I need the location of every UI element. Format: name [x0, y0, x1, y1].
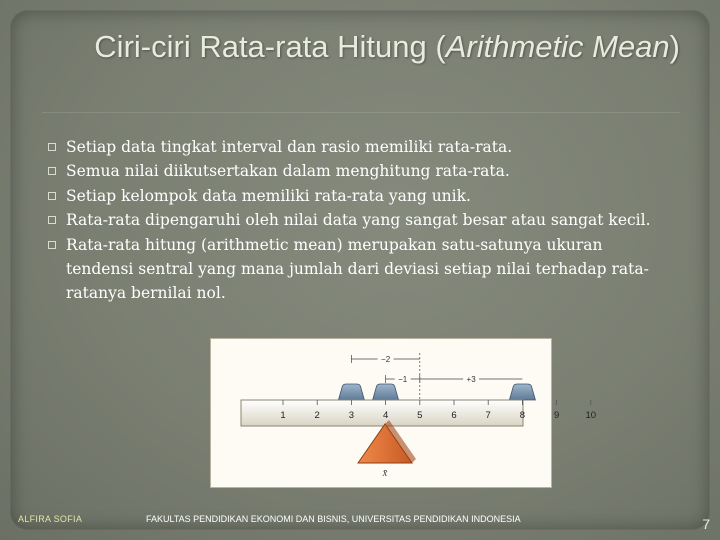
deviation-label: +3 — [466, 375, 476, 384]
page-number: 7 — [702, 516, 710, 532]
tick-label: 10 — [585, 410, 597, 421]
tick-label: 7 — [485, 410, 491, 421]
deviation-label: −1 — [398, 375, 408, 384]
seesaw-figure — [210, 338, 597, 488]
bullet-text: Setiap kelompok data memiliki rata-rata yang unik. — [66, 186, 471, 205]
weight-block — [373, 384, 399, 400]
tick-label: 8 — [519, 410, 526, 421]
bullet-text: Setiap data tingkat interval dan rasio memiliki rata-rata. — [66, 138, 513, 156]
title-main: Ciri-ciri Rata-rata Hitung ( — [94, 29, 446, 64]
deviation-label: −2 — [381, 355, 391, 364]
weights-group — [338, 384, 535, 400]
bullet-item — [48, 135, 668, 159]
slide-title — [60, 28, 680, 66]
title-close: ) — [669, 29, 680, 64]
bullet-list — [48, 135, 668, 306]
bullet-item — [48, 208, 668, 232]
footer-author: ALFIRA SOFIA — [18, 514, 83, 524]
bullet-box-icon — [48, 143, 56, 151]
bullet-box-icon — [48, 216, 56, 224]
bullet-box-icon — [48, 192, 56, 200]
tick-label: 2 — [314, 410, 320, 421]
bullet-text: Semua nilai diikutsertakan dalam menghitung rata-rata. — [66, 162, 510, 181]
tick-label: 5 — [417, 410, 423, 421]
weight-block — [509, 384, 535, 400]
tick-label: 4 — [382, 410, 389, 421]
bullet-item — [48, 184, 668, 208]
bullet-box-icon — [48, 241, 56, 249]
title-divider — [42, 112, 680, 113]
weight-block — [338, 384, 364, 400]
bullet-item — [48, 233, 668, 306]
tick-label: 1 — [280, 410, 286, 421]
bullet-text: Rata-rata dipengaruhi oleh nilai data yang sangat besar atau sangat kecil. — [66, 211, 651, 230]
bullet-item — [48, 159, 668, 183]
seesaw-diagram — [211, 339, 597, 487]
mean-symbol: x̄ — [382, 468, 388, 479]
bullet-box-icon — [48, 167, 56, 175]
tick-label: 6 — [451, 410, 457, 421]
tick-label: 3 — [348, 410, 355, 421]
tick-label: 9 — [553, 410, 560, 421]
footer-institution: FAKULTAS PENDIDIKAN EKONOMI DAN BISNIS, UNIVERSITAS PENDIDIKAN INDONESIA — [146, 514, 521, 524]
title-italic: Arithmetic Mean — [445, 29, 670, 64]
bullet-text: Rata-rata hitung (arithmetic mean) merupakan satu-satunya ukuran tendensi sentral yang mana jumlah dari deviasi setiap nilai terhadap rata-ratanya bernilai nol. — [66, 235, 649, 303]
